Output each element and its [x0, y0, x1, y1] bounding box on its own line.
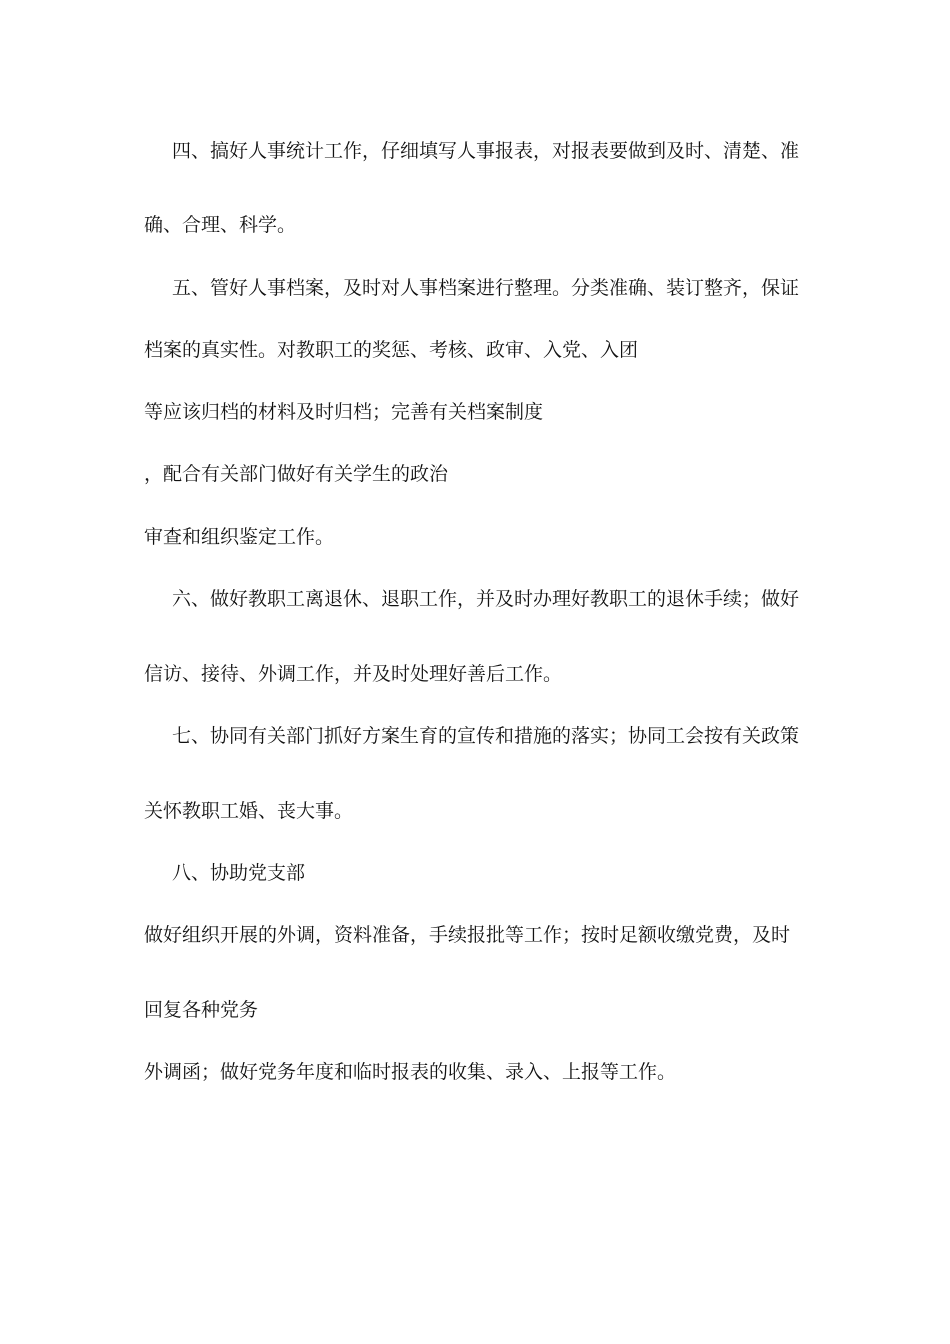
- paragraph-7-line-2: 关怀教职工婚、丧大事。: [144, 800, 354, 822]
- paragraph-6-line-2: 信访、接待、外调工作，并及时处理好善后工作。: [144, 663, 563, 685]
- paragraph-5-line-1: 五、管好人事档案，及时对人事档案进行整理。分类准确、装订整齐，保证: [172, 277, 800, 299]
- paragraph-6-line-1: 六、做好教职工离退休、退职工作，并及时办理好教职工的退休手续；做好: [172, 588, 800, 610]
- paragraph-4-line-2: 确、合理、科学。: [144, 214, 297, 236]
- paragraph-5-line-4: ，配合有关部门做好有关学生的政治: [144, 463, 449, 485]
- paragraph-8-line-3: 回复各种党务: [144, 999, 259, 1021]
- paragraph-5-line-5: 审查和组织鉴定工作。: [144, 526, 335, 548]
- paragraph-7-line-1: 七、协同有关部门抓好方案生育的宣传和措施的落实；协同工会按有关政策: [172, 725, 800, 747]
- paragraph-8-line-2: 做好组织开展的外调，资料准备，手续报批等工作；按时足额收缴党费，及时: [144, 924, 791, 946]
- paragraph-5-line-2: 档案的真实性。对教职工的奖惩、考核、政审、入党、入团: [144, 339, 639, 361]
- paragraph-4-line-1: 四、搞好人事统计工作，仔细填写人事报表，对报表要做到及时、清楚、准: [172, 140, 800, 162]
- paragraph-8-line-1: 八、协助党支部: [172, 862, 306, 884]
- paragraph-5-line-3: 等应该归档的材料及时归档；完善有关档案制度: [144, 401, 544, 423]
- paragraph-8-line-4: 外调函；做好党务年度和临时报表的收集、录入、上报等工作。: [144, 1061, 677, 1083]
